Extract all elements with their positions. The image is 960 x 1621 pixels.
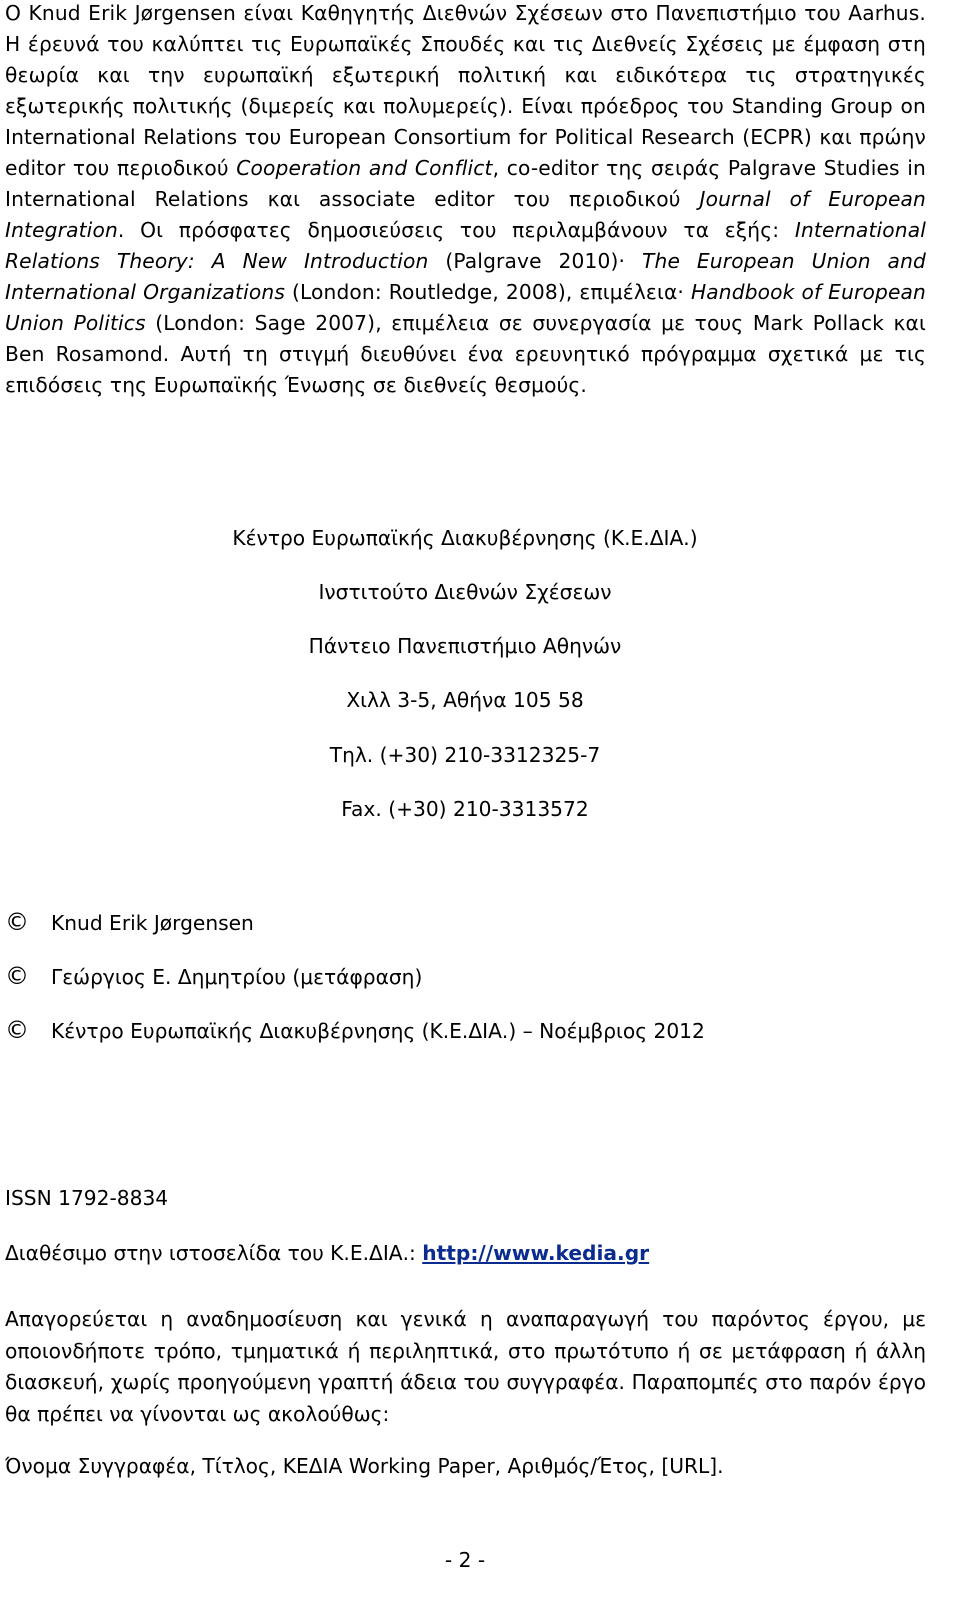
copyright-publisher-row: [5, 1016, 705, 1045]
copyright-icon: ©: [5, 962, 29, 990]
copyright-icon: ©: [5, 908, 29, 936]
reproduction-notice: Απαγορεύεται η αναδημοσίευση και γενικά η αναπαραγωγή του παρόντος έργου, με οποιονδήποτε τρόπο, τμηματικά ή περιληπτικά, στο πρωτότυπο ή σε μετάφραση ή άλλη διασκευή, χωρίς προηγούμενη γραπτή άδεια του συγγραφέα. Παραπομπές στο παρόν έργο θα πρέπει να γίνονται ως ακολούθως:: [5, 1307, 926, 1426]
page-number: - 2 -: [444, 1548, 486, 1572]
bio-text-5: (London: Routledge, 2008), επιμέλεια·: [284, 280, 691, 304]
address-street: Χιλλ 3-5, Αθήνα 105 58: [346, 688, 584, 712]
bio-text-2: , co-editor της σειράς Palgrave Studies in International Relations και associate editor του περιοδικού: [5, 156, 926, 211]
copyright-author-row: [5, 908, 254, 937]
bio-text-4: (Palgrave 2010)·: [428, 249, 643, 273]
availability-text: Διαθέσιμο στην ιστοσελίδα του Κ.Ε.ΔΙΑ.:: [5, 1241, 423, 1265]
copyright-translator-row: [5, 962, 422, 991]
address-university: Πάντειο Πανεπιστήμιο Αθηνών: [308, 634, 622, 658]
copyright-icon: ©: [5, 1016, 29, 1044]
book-title-1: International Relations Theory: A New Introduction: [5, 218, 926, 273]
website-link[interactable]: http://www.kedia.gr: [422, 1241, 650, 1265]
bio-text-3: . Οι πρόσφατες δημοσιεύσεις του περιλαμβάνουν τα εξής:: [117, 218, 795, 242]
copyright-translator: Γεώργιος Ε. Δημητρίου (μετάφραση): [51, 965, 423, 989]
availability-line: [5, 1239, 649, 1267]
book-title-3: Handbook of European Union Politics: [5, 280, 926, 335]
bio-text-1: Ο Knud Erik Jørgensen είναι Καθηγητής Διεθνών Σχέσεων στο Πανεπιστήμιο του Aarhus. Η έρευνά του καλύπτει τις Ευρωπαϊκές Σπουδές και τις Διεθνείς Σχέσεις με έμφαση στη θεωρία και την ευρωπαϊκή εξωτερική πολιτική και ειδικότερα τις στρατηγικές εξωτερικής πολιτικής (διμερείς και πολυμερείς). Είναι πρόεδρος του Standing Group on International Relations του European Consortium for Political Research (ECPR) και πρώην editor του περιοδικού: [5, 1, 926, 180]
address-center: Κέντρο Ευρωπαϊκής Διακυβέρνησης (Κ.Ε.ΔΙΑ.): [232, 526, 698, 550]
copyright-author: Knud Erik Jørgensen: [51, 911, 254, 935]
author-bio: [5, 0, 926, 401]
address-fax: Fax. (+30) 210-3313572: [341, 797, 589, 821]
journal-title-1: Cooperation and Conflict: [236, 156, 493, 180]
address-institute: Ινστιτούτο Διεθνών Σχέσεων: [318, 580, 612, 604]
address-phone: Τηλ. (+30) 210-3312325-7: [329, 743, 601, 767]
book-title-2: The European Union and International Organizations: [5, 249, 926, 304]
issn: ISSN 1792-8834: [5, 1186, 169, 1210]
bio-text-6: (London: Sage 2007), επιμέλεια σε συνεργασία με τους Mark Pollack και Ben Rosamond. Αυτή τη στιγμή διευθύνει ένα ερευνητικό πρόγραμμα σχετικά με τις επιδόσεις της Ευρωπαϊκής Ένωσης σε διεθνείς θεσμούς.: [5, 311, 926, 397]
citation-format: Όνομα Συγγραφέα, Τίτλος, ΚΕΔΙΑ Working Paper, Αριθμός/Έτος, [URL].: [5, 1454, 724, 1478]
copyright-publisher: Κέντρο Ευρωπαϊκής Διακυβέρνησης (Κ.Ε.ΔΙΑ.) – Νοέμβριος 2012: [51, 1019, 705, 1043]
journal-title-2: Journal of European Integration: [5, 187, 926, 242]
